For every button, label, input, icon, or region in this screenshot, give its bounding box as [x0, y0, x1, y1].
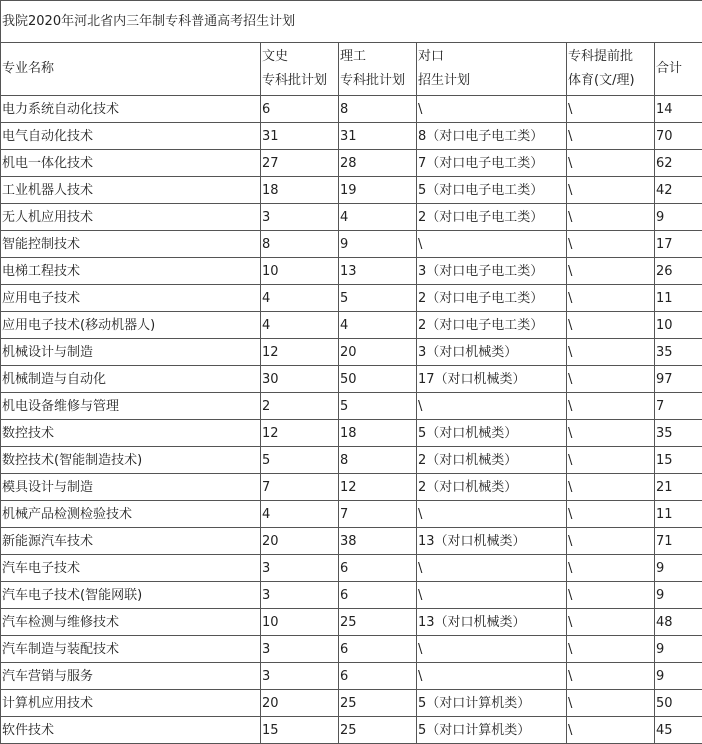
- cell-major-name: 应用电子技术(移动机器人): [1, 312, 261, 339]
- cell-total: 9: [655, 555, 702, 582]
- table-row: [1, 582, 702, 609]
- cell-total: 11: [655, 285, 702, 312]
- table-row: [1, 204, 702, 231]
- cell-major-name: 电气自动化技术: [1, 123, 261, 150]
- cell-science-plan: 50: [339, 366, 417, 393]
- header-vocational-plan: [417, 43, 567, 96]
- cell-science-plan: 25: [339, 717, 417, 744]
- table-row: [1, 150, 702, 177]
- cell-total: 21: [655, 474, 702, 501]
- cell-sports-plan: \: [567, 447, 655, 474]
- cell-sports-plan: \: [567, 150, 655, 177]
- cell-science-plan: 6: [339, 636, 417, 663]
- cell-vocational-plan: 3（对口机械类）: [417, 339, 567, 366]
- cell-vocational-plan: 13（对口机械类）: [417, 528, 567, 555]
- cell-major-name: 机电一体化技术: [1, 150, 261, 177]
- cell-sports-plan: \: [567, 96, 655, 123]
- cell-major-name: 机械设计与制造: [1, 339, 261, 366]
- cell-sports-plan: \: [567, 528, 655, 555]
- cell-science-plan: 6: [339, 663, 417, 690]
- cell-major-name: 汽车营销与服务: [1, 663, 261, 690]
- cell-sports-plan: \: [567, 177, 655, 204]
- header-total: [655, 43, 702, 96]
- cell-arts-plan: 18: [261, 177, 339, 204]
- cell-total: 35: [655, 420, 702, 447]
- header-vocational-plan-line2: 招生计划: [418, 73, 471, 88]
- table-row: [1, 474, 702, 501]
- cell-science-plan: 38: [339, 528, 417, 555]
- table-row: [1, 312, 702, 339]
- cell-total: 45: [655, 717, 702, 744]
- header-science-plan-line2: 专科批计划: [340, 73, 406, 88]
- cell-major-name: 智能控制技术: [1, 231, 261, 258]
- cell-vocational-plan: \: [417, 555, 567, 582]
- cell-arts-plan: 20: [261, 528, 339, 555]
- cell-vocational-plan: 3（对口电子电工类）: [417, 258, 567, 285]
- table-row: [1, 609, 702, 636]
- cell-vocational-plan: \: [417, 582, 567, 609]
- cell-science-plan: 8: [339, 447, 417, 474]
- table-row: [1, 447, 702, 474]
- cell-total: 70: [655, 123, 702, 150]
- table-row: [1, 528, 702, 555]
- cell-total: 17: [655, 231, 702, 258]
- cell-major-name: 新能源汽车技术: [1, 528, 261, 555]
- cell-sports-plan: \: [567, 474, 655, 501]
- table-header-row: [1, 43, 702, 96]
- cell-science-plan: 6: [339, 582, 417, 609]
- table-row: [1, 717, 702, 744]
- cell-major-name: 机械制造与自动化: [1, 366, 261, 393]
- table-row: [1, 420, 702, 447]
- cell-sports-plan: \: [567, 285, 655, 312]
- cell-sports-plan: \: [567, 231, 655, 258]
- header-arts-plan: [261, 43, 339, 96]
- cell-major-name: 应用电子技术: [1, 285, 261, 312]
- cell-science-plan: 31: [339, 123, 417, 150]
- cell-total: 48: [655, 609, 702, 636]
- cell-major-name: 数控技术(智能制造技术): [1, 447, 261, 474]
- cell-vocational-plan: \: [417, 636, 567, 663]
- cell-arts-plan: 15: [261, 717, 339, 744]
- cell-arts-plan: 20: [261, 690, 339, 717]
- cell-arts-plan: 10: [261, 609, 339, 636]
- cell-arts-plan: 3: [261, 555, 339, 582]
- cell-major-name: 数控技术: [1, 420, 261, 447]
- cell-arts-plan: 3: [261, 663, 339, 690]
- table-row: [1, 663, 702, 690]
- cell-science-plan: 25: [339, 609, 417, 636]
- cell-arts-plan: 31: [261, 123, 339, 150]
- cell-total: 35: [655, 339, 702, 366]
- cell-arts-plan: 27: [261, 150, 339, 177]
- header-sports-plan-line1: 专科提前批: [568, 49, 634, 64]
- table-title: 我院2020年河北省内三年制专科普通高考招生计划: [1, 1, 702, 43]
- cell-total: 97: [655, 366, 702, 393]
- table-row: [1, 366, 702, 393]
- table-row: [1, 285, 702, 312]
- cell-sports-plan: \: [567, 582, 655, 609]
- cell-arts-plan: 3: [261, 582, 339, 609]
- cell-arts-plan: 12: [261, 339, 339, 366]
- cell-total: 26: [655, 258, 702, 285]
- cell-total: 9: [655, 636, 702, 663]
- header-arts-plan-line2: 专科批计划: [262, 73, 328, 88]
- table-row: [1, 393, 702, 420]
- cell-science-plan: 4: [339, 204, 417, 231]
- cell-sports-plan: \: [567, 393, 655, 420]
- cell-vocational-plan: 13（对口机械类）: [417, 609, 567, 636]
- cell-vocational-plan: \: [417, 231, 567, 258]
- cell-arts-plan: 5: [261, 447, 339, 474]
- cell-sports-plan: \: [567, 555, 655, 582]
- cell-sports-plan: \: [567, 420, 655, 447]
- cell-science-plan: 8: [339, 96, 417, 123]
- cell-science-plan: 5: [339, 393, 417, 420]
- cell-major-name: 汽车电子技术: [1, 555, 261, 582]
- cell-vocational-plan: 2（对口机械类）: [417, 474, 567, 501]
- cell-sports-plan: \: [567, 609, 655, 636]
- cell-vocational-plan: 2（对口电子电工类）: [417, 204, 567, 231]
- cell-science-plan: 13: [339, 258, 417, 285]
- cell-arts-plan: 8: [261, 231, 339, 258]
- table-row: [1, 258, 702, 285]
- cell-sports-plan: \: [567, 366, 655, 393]
- cell-major-name: 软件技术: [1, 717, 261, 744]
- cell-arts-plan: 2: [261, 393, 339, 420]
- cell-major-name: 模具设计与制造: [1, 474, 261, 501]
- cell-arts-plan: 4: [261, 285, 339, 312]
- header-arts-plan-line1: 文史: [262, 49, 289, 64]
- table-row: [1, 555, 702, 582]
- cell-science-plan: 18: [339, 420, 417, 447]
- table-body: [1, 96, 702, 744]
- table-row: [1, 636, 702, 663]
- cell-total: 10: [655, 312, 702, 339]
- cell-total: 71: [655, 528, 702, 555]
- cell-sports-plan: \: [567, 636, 655, 663]
- cell-vocational-plan: \: [417, 393, 567, 420]
- cell-science-plan: 19: [339, 177, 417, 204]
- cell-vocational-plan: 2（对口电子电工类）: [417, 285, 567, 312]
- cell-sports-plan: \: [567, 204, 655, 231]
- header-vocational-plan-line1: 对口: [418, 49, 445, 64]
- header-sports-plan-line2: 体育(文/理): [568, 73, 635, 88]
- cell-major-name: 机械产品检测检验技术: [1, 501, 261, 528]
- cell-vocational-plan: \: [417, 663, 567, 690]
- cell-major-name: 计算机应用技术: [1, 690, 261, 717]
- cell-major-name: 汽车检测与维修技术: [1, 609, 261, 636]
- cell-total: 42: [655, 177, 702, 204]
- cell-sports-plan: \: [567, 663, 655, 690]
- cell-sports-plan: \: [567, 501, 655, 528]
- cell-science-plan: 9: [339, 231, 417, 258]
- cell-arts-plan: 30: [261, 366, 339, 393]
- cell-sports-plan: \: [567, 123, 655, 150]
- cell-total: 9: [655, 582, 702, 609]
- cell-arts-plan: 4: [261, 312, 339, 339]
- table-row: [1, 339, 702, 366]
- cell-major-name: 汽车制造与装配技术: [1, 636, 261, 663]
- cell-science-plan: 25: [339, 690, 417, 717]
- cell-major-name: 汽车电子技术(智能网联): [1, 582, 261, 609]
- cell-vocational-plan: 17（对口机械类）: [417, 366, 567, 393]
- cell-science-plan: 28: [339, 150, 417, 177]
- cell-arts-plan: 10: [261, 258, 339, 285]
- cell-vocational-plan: 7（对口电子电工类）: [417, 150, 567, 177]
- cell-science-plan: 5: [339, 285, 417, 312]
- cell-major-name: 无人机应用技术: [1, 204, 261, 231]
- cell-vocational-plan: 5（对口机械类）: [417, 420, 567, 447]
- cell-arts-plan: 12: [261, 420, 339, 447]
- table-row: [1, 123, 702, 150]
- cell-science-plan: 4: [339, 312, 417, 339]
- header-total-line2: 合计: [656, 61, 683, 76]
- cell-total: 9: [655, 663, 702, 690]
- table-row: [1, 690, 702, 717]
- cell-vocational-plan: 5（对口电子电工类）: [417, 177, 567, 204]
- cell-vocational-plan: \: [417, 501, 567, 528]
- cell-science-plan: 12: [339, 474, 417, 501]
- cell-total: 62: [655, 150, 702, 177]
- cell-sports-plan: \: [567, 258, 655, 285]
- header-science-plan: [339, 43, 417, 96]
- cell-science-plan: 7: [339, 501, 417, 528]
- cell-major-name: 电梯工程技术: [1, 258, 261, 285]
- cell-major-name: 工业机器人技术: [1, 177, 261, 204]
- cell-sports-plan: \: [567, 690, 655, 717]
- cell-major-name: 机电设备维修与管理: [1, 393, 261, 420]
- cell-vocational-plan: 2（对口机械类）: [417, 447, 567, 474]
- cell-total: 50: [655, 690, 702, 717]
- table-title-row: [1, 1, 702, 43]
- cell-arts-plan: 6: [261, 96, 339, 123]
- cell-science-plan: 6: [339, 555, 417, 582]
- cell-vocational-plan: 5（对口计算机类）: [417, 717, 567, 744]
- table-row: [1, 231, 702, 258]
- header-major-name: [1, 43, 261, 96]
- header-science-plan-line1: 理工: [340, 49, 367, 64]
- cell-vocational-plan: 2（对口电子电工类）: [417, 312, 567, 339]
- cell-vocational-plan: 8（对口电子电工类）: [417, 123, 567, 150]
- cell-arts-plan: 7: [261, 474, 339, 501]
- cell-arts-plan: 3: [261, 636, 339, 663]
- header-sports-plan: [567, 43, 655, 96]
- cell-arts-plan: 4: [261, 501, 339, 528]
- table-row: [1, 96, 702, 123]
- cell-vocational-plan: \: [417, 96, 567, 123]
- cell-total: 14: [655, 96, 702, 123]
- cell-total: 9: [655, 204, 702, 231]
- cell-sports-plan: \: [567, 717, 655, 744]
- cell-science-plan: 20: [339, 339, 417, 366]
- table-row: [1, 501, 702, 528]
- cell-total: 11: [655, 501, 702, 528]
- cell-total: 7: [655, 393, 702, 420]
- header-major-name-line2: 专业名称: [2, 61, 55, 76]
- cell-sports-plan: \: [567, 339, 655, 366]
- cell-total: 15: [655, 447, 702, 474]
- cell-vocational-plan: 5（对口计算机类）: [417, 690, 567, 717]
- cell-major-name: 电力系统自动化技术: [1, 96, 261, 123]
- table-row: [1, 177, 702, 204]
- cell-sports-plan: \: [567, 312, 655, 339]
- cell-arts-plan: 3: [261, 204, 339, 231]
